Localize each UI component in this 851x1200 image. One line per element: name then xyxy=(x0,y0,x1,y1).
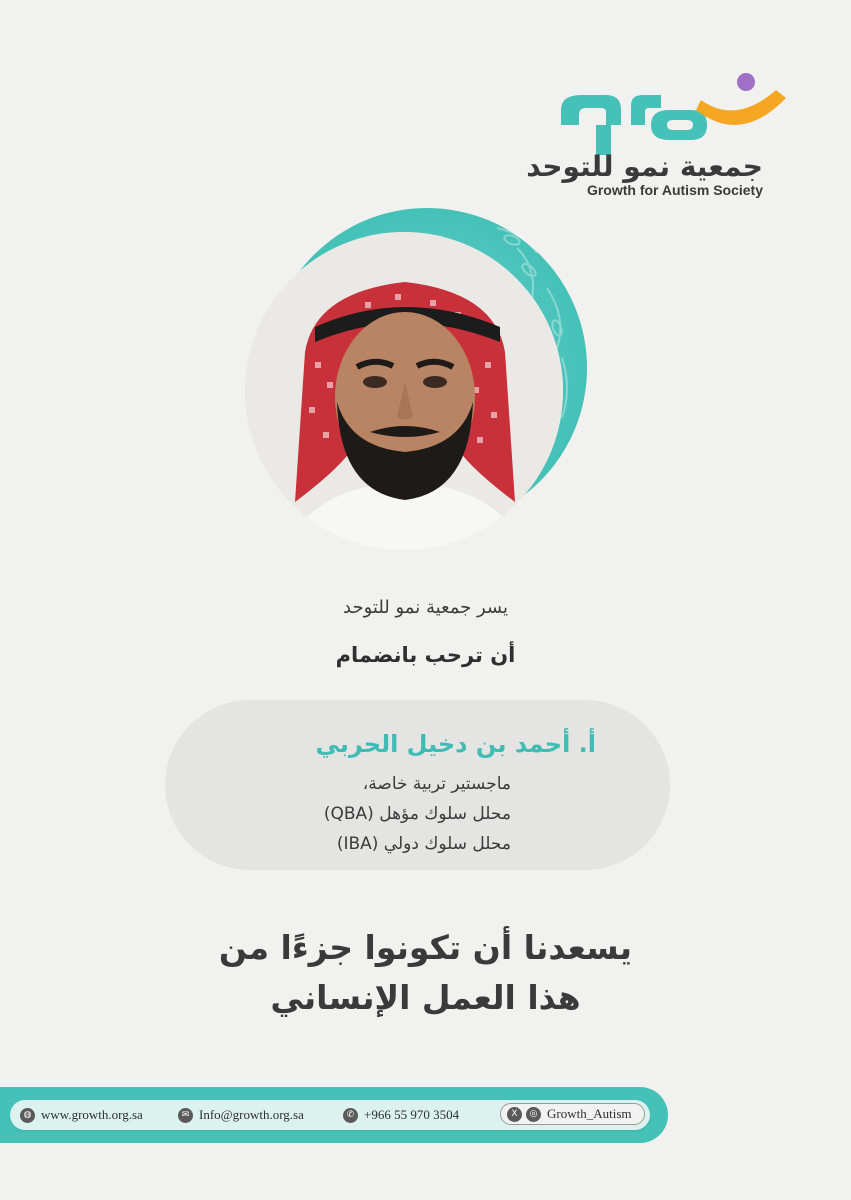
email-link[interactable]: Info@growth.org.sa xyxy=(199,1107,304,1122)
logo-mark-icon xyxy=(551,70,801,155)
instagram-icon[interactable]: ◎ xyxy=(526,1107,541,1122)
social-handle[interactable]: Growth_Autism xyxy=(547,1106,632,1121)
phone-number[interactable]: +966 55 970 3504 xyxy=(364,1107,460,1122)
footer-phone[interactable] xyxy=(343,1105,459,1125)
person-name: أ. أحمد بن دخيل الحربي xyxy=(315,730,596,758)
mail-icon: ✉ xyxy=(178,1108,193,1123)
portrait-photo xyxy=(245,232,563,550)
x-icon[interactable]: X xyxy=(507,1107,522,1122)
welcome-line-2: أن ترحب بانضمام xyxy=(335,643,516,667)
closing-line-2: هذا العمل الإنساني xyxy=(270,978,581,1017)
welcome-line-1: يسر جمعية نمو للتوحد xyxy=(343,597,508,618)
footer-email[interactable] xyxy=(178,1105,304,1125)
credential-line: محلل سلوك مؤهل (QBA) xyxy=(323,804,511,824)
logo-english-name: Growth for Autism Society xyxy=(586,182,763,198)
footer-social[interactable] xyxy=(500,1103,645,1125)
closing-line-1: يسعدنا أن تكونوا جزءًا من xyxy=(218,928,633,967)
portrait-frame xyxy=(245,208,590,553)
logo-arabic-name: جمعية نمو للتوحد xyxy=(526,150,763,183)
credential-line: محلل سلوك دولي (IBA) xyxy=(336,834,511,854)
globe-icon: ◍ xyxy=(20,1108,35,1123)
website-link[interactable]: www.growth.org.sa xyxy=(41,1107,143,1122)
footer-website[interactable] xyxy=(20,1105,143,1125)
phone-icon: ✆ xyxy=(343,1108,358,1123)
society-logo xyxy=(526,70,811,205)
credential-line: ماجستير تربية خاصة، xyxy=(362,774,511,794)
